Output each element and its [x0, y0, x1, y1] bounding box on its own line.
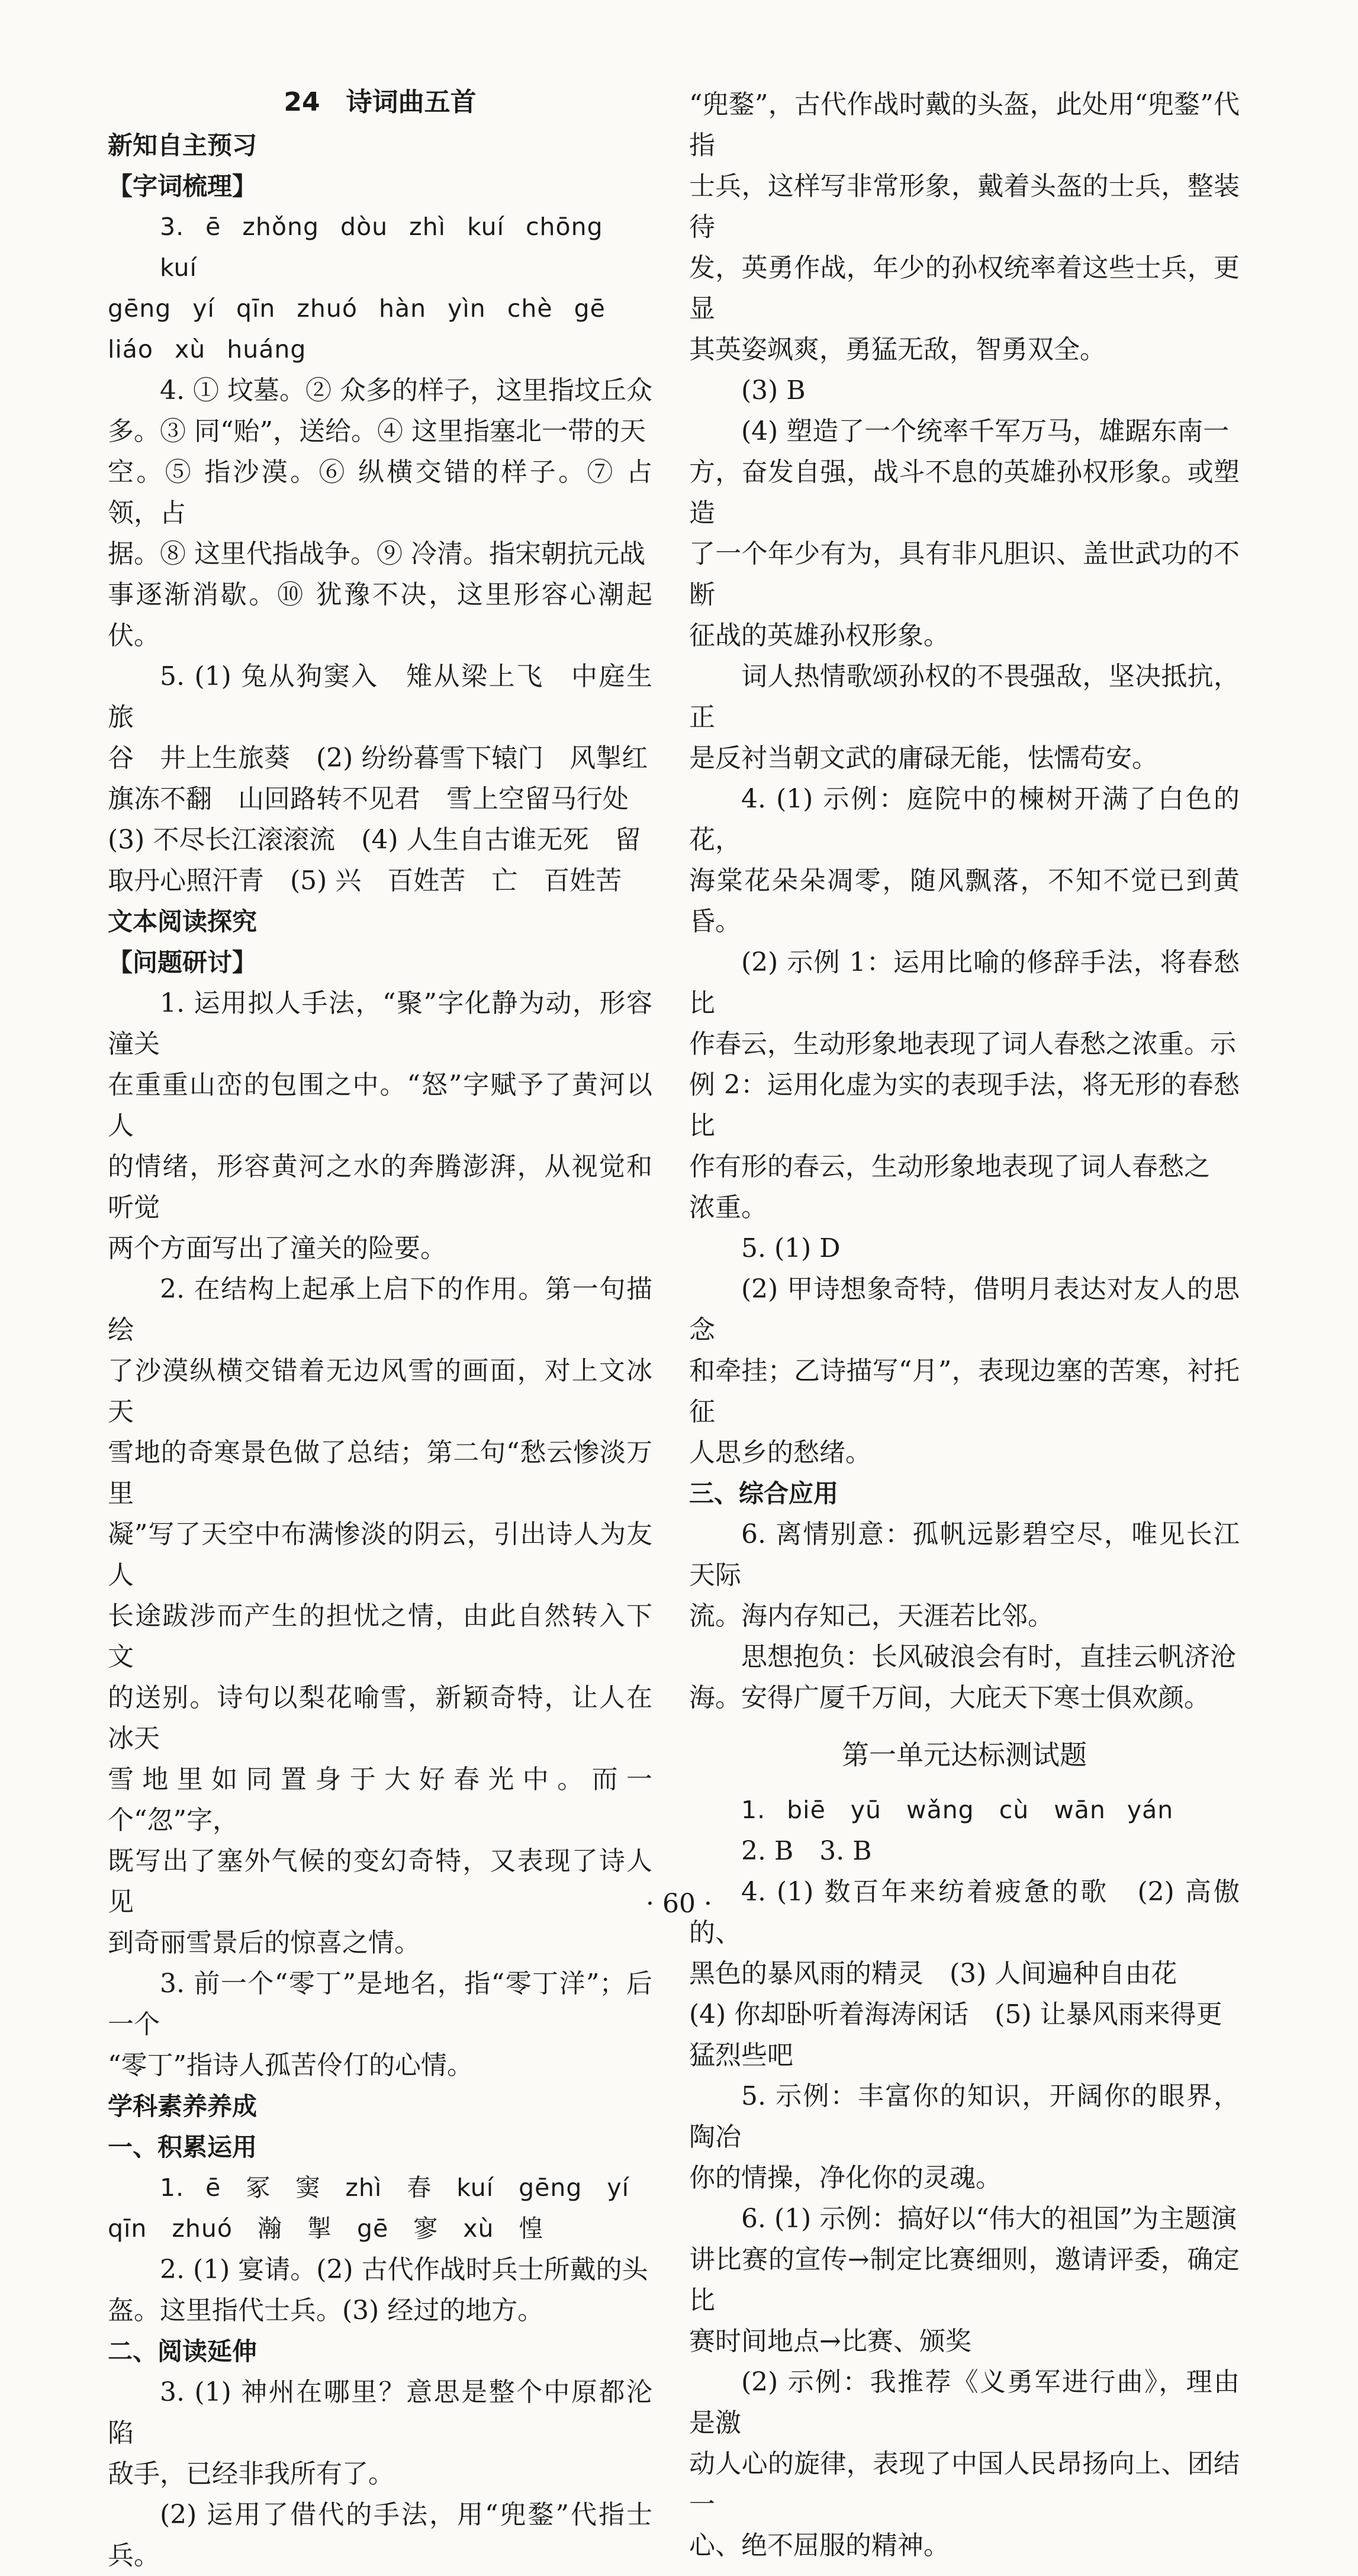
answer-line: (4) 塑造了一个统率千军万马，雄踞东南一 [741, 416, 1230, 446]
answer-line: (3) B [741, 375, 806, 406]
answer-line: 士兵，这样写非常形象，戴着头盔的士兵，整装待 [689, 171, 1240, 242]
answer-line: (4) 你却卧听着海涛闲话 (5) 让暴风雨来得更 [689, 1999, 1222, 2030]
answer-line: 浓重。 [689, 1192, 767, 1223]
answer-line: 动人心的旋律，表现了中国人民昂扬向上、团结一 [689, 2449, 1240, 2520]
answer-line: 的送别。诗句以梨花喻雪，新颖奇特，让人在冰天 [108, 1683, 652, 1754]
answer-line: 据。⑧ 这里代指战争。⑨ 冷清。指宋朝抗元战 [108, 539, 645, 569]
answer-line: 发，英勇作战，年少的孙权统率着这些士兵，更显 [689, 253, 1240, 324]
answer-line: 3. 前一个“零丁”是地名，指“零丁洋”；后一个 [108, 1969, 652, 2040]
answer-line: 词人热情歌颂孙权的不畏强敌，坚决抵抗，正 [689, 661, 1240, 732]
answer-line: 作春云，生动形象地表现了词人春愁之浓重。示 [689, 1029, 1236, 1059]
answer-line: 是反衬当朝文武的庸碌无能，怯懦苟安。 [689, 743, 1158, 773]
answer-line: 事逐渐消歇。⑩ 犹豫不决，这里形容心潮起伏。 [108, 580, 652, 651]
answer-line: 作有形的春云，生动形象地表现了词人春愁之 [689, 1152, 1210, 1182]
answer-line: 4. (1) 数百年来纺着疲惫的歌 (2) 高傲的、 [689, 1877, 1240, 1948]
answer-line: (2) 示例：我推荐《义勇军进行曲》，理由是激 [689, 2367, 1240, 2438]
answer-line: 空。⑤ 指沙漠。⑥ 纵横交错的样子。⑦ 占领，占 [108, 457, 652, 528]
answer-line: 5. (1) D [741, 1233, 841, 1263]
answer-line: 方，奋发自强，战斗不息的英雄孙权形象。或塑造 [689, 457, 1240, 528]
answer-line: “零丁”指诗人孤苦伶仃的心情。 [108, 2050, 473, 2080]
answer-line: 到奇丽雪景后的惊喜之情。 [108, 1928, 420, 1958]
section-heading: 新知自主预习 [108, 131, 258, 160]
answer-line: 5. 示例：丰富你的知识，开阔你的眼界，陶冶 [689, 2081, 1240, 2152]
answer-line: 海棠花朵朵凋零，随风飘落，不知不觉已到黄昏。 [689, 866, 1240, 937]
answer-line: 既写出了塞外气候的变幻奇特，又表现了诗人见 [108, 1846, 652, 1917]
answer-line: 两个方面写出了潼关的险要。 [108, 1233, 446, 1263]
answer-line: 6. 离情别意：孤帆远影碧空尽，唯见长江天际 [689, 1519, 1240, 1590]
section-heading: 学科素养养成 [108, 2092, 258, 2121]
answer-line: 了沙漠纵横交错着无边风雪的画面，对上文冰天 [108, 1356, 652, 1427]
answer-line: 盔。这里指代士兵。(3) 经过的地方。 [108, 2295, 544, 2326]
answer-line: 1. 运用拟人手法，“聚”字化静为动，形容潼关 [108, 988, 652, 1059]
answer-line: 人思乡的愁绪。 [689, 1437, 871, 1468]
page-number: · 60 · [646, 1889, 712, 1919]
answer-line: (3) 不尽长江滚滚流 (4) 人生自古谁无死 留 [108, 825, 641, 855]
answer-line: 2. 在结构上起承上启下的作用。第一句描绘 [108, 1274, 652, 1345]
right-column [689, 84, 1240, 2566]
answer-line: 雪地的奇寒景色做了总结；第二句“愁云惨淡万里 [108, 1437, 652, 1509]
answer-line: “兜鍪”，古代作战时戴的头盔，此处用“兜鍪”代指 [689, 89, 1240, 160]
subsection-heading: 【问题研讨】 [108, 948, 258, 977]
answer-line: 6. (1) 示例：搞好以“伟大的祖国”为主题演 [741, 2204, 1237, 2234]
section-heading: 文本阅读探究 [108, 907, 258, 936]
answer-line: 长途跋涉而产生的担忧之情，由此自然转入下文 [108, 1601, 652, 1672]
pinyin-line: 1. ē 冢 窦 zhì 春 kuí gēng yí [160, 2173, 630, 2202]
answer-line: 和牵挂；乙诗描写“月”，表现边塞的苦寒，衬托征 [689, 1356, 1240, 1427]
pinyin-line: qīn zhuó 瀚 掣 gē 寥 xù 惶 [108, 2214, 544, 2243]
answer-line: 谷 井上生旅葵 (2) 纷纷暮雪下辕门 风掣红 [108, 743, 648, 773]
answer-line: 4. ① 坟墓。② 众多的样子，这里指坟丘众 [160, 375, 652, 406]
answer-line: 敌手，已经非我所有了。 [108, 2459, 394, 2489]
answer-line: 海。安得广厦千万间，大庇天下寒士俱欢颜。 [689, 1683, 1210, 1713]
answer-line: 5. (1) 兔从狗窦入 雉从梁上飞 中庭生旅 [108, 661, 652, 732]
section-heading: 二、阅读延伸 [108, 2337, 258, 2366]
answer-line: 思想抱负：长风破浪会有时，直挂云帆济沧 [741, 1642, 1236, 1672]
answer-line: 了一个年少有为，具有非凡胆识、盖世武功的不断 [689, 539, 1240, 610]
answer-line: 在重重山峦的包围之中。“怒”字赋予了黄河以人 [108, 1070, 652, 1141]
answer-line: 赛时间地点→比赛、颁奖 [689, 2326, 971, 2356]
section-heading: 一、积累运用 [108, 2133, 258, 2162]
answer-line: 凝”写了天空中布满惨淡的阴云，引出诗人为友人 [108, 1519, 652, 1590]
answer-line: 你的情操，净化你的灵魂。 [689, 2163, 1002, 2193]
answer-line: 雪地里如同置身于大好春光中。而一个“忽”字， [108, 1764, 652, 1835]
answer-line: (2) 运用了借代的手法，用“兜鍪”代指士兵。 [108, 2500, 652, 2571]
pinyin-line: 1. biē yū wǎng cù wān yán [741, 1796, 1174, 1824]
answer-line: 其英姿飒爽，勇猛无敌，智勇双全。 [689, 335, 1106, 365]
answer-line: 2. (1) 宴请。(2) 古代作战时兵士所戴的头 [160, 2255, 648, 2285]
answer-line: 旗冻不翻 山回路转不见君 雪上空留马行处 [108, 784, 629, 814]
left-column [108, 82, 652, 2576]
pinyin-line: liáo xù huáng [108, 335, 307, 364]
answer-line: 征战的英雄孙权形象。 [689, 620, 950, 651]
answer-line: 2. B 3. B [741, 1836, 872, 1866]
answer-line: (2) 甲诗想象奇特，借明月表达对友人的思念 [689, 1274, 1240, 1345]
answer-line: 例 2：运用化虚为实的表现手法，将无形的春愁比 [689, 1070, 1240, 1141]
subsection-heading: 【字词梳理】 [108, 172, 258, 201]
pinyin-line: gēng yí qīn zhuó hàn yìn chè gē [108, 294, 606, 323]
answer-line: 讲比赛的宣传→制定比赛细则，邀请评委，确定比 [689, 2244, 1240, 2315]
answer-line: 黑色的暴风雨的精灵 (3) 人间遍种自由花 [689, 1958, 1177, 1989]
answer-line: 取丹心照汗青 (5) 兴 百姓苦 亡 百姓苦 [108, 866, 622, 896]
test-title: 第一单元达标测试题 [842, 1739, 1087, 1771]
answer-line: 3. (1) 神州在哪里？意思是整个中原都沦陷 [108, 2377, 652, 2448]
answer-line: 4. (1) 示例：庭院中的楝树开满了白色的花， [689, 784, 1240, 855]
answer-line: 多。③ 同“贻”，送给。④ 这里指塞北一带的天 [108, 416, 646, 446]
answer-line: 心、绝不屈服的精神。 [689, 2530, 950, 2561]
answer-line: 流。海内存知己，天涯若比邻。 [689, 1601, 1054, 1631]
answer-line: 猛烈些吧 [689, 2040, 793, 2070]
answer-line: 的情绪，形容黄河之水的奔腾澎湃，从视觉和听觉 [108, 1152, 652, 1223]
section-heading: 三、综合应用 [689, 1479, 839, 1508]
lesson-title: 24 诗词曲五首 [284, 87, 477, 117]
pinyin-line: 3. ē zhǒng dòu zhì kuí chōng kuí [160, 213, 603, 282]
answer-line: (2) 示例 1：运用比喻的修辞手法，将春愁比 [689, 947, 1240, 1018]
